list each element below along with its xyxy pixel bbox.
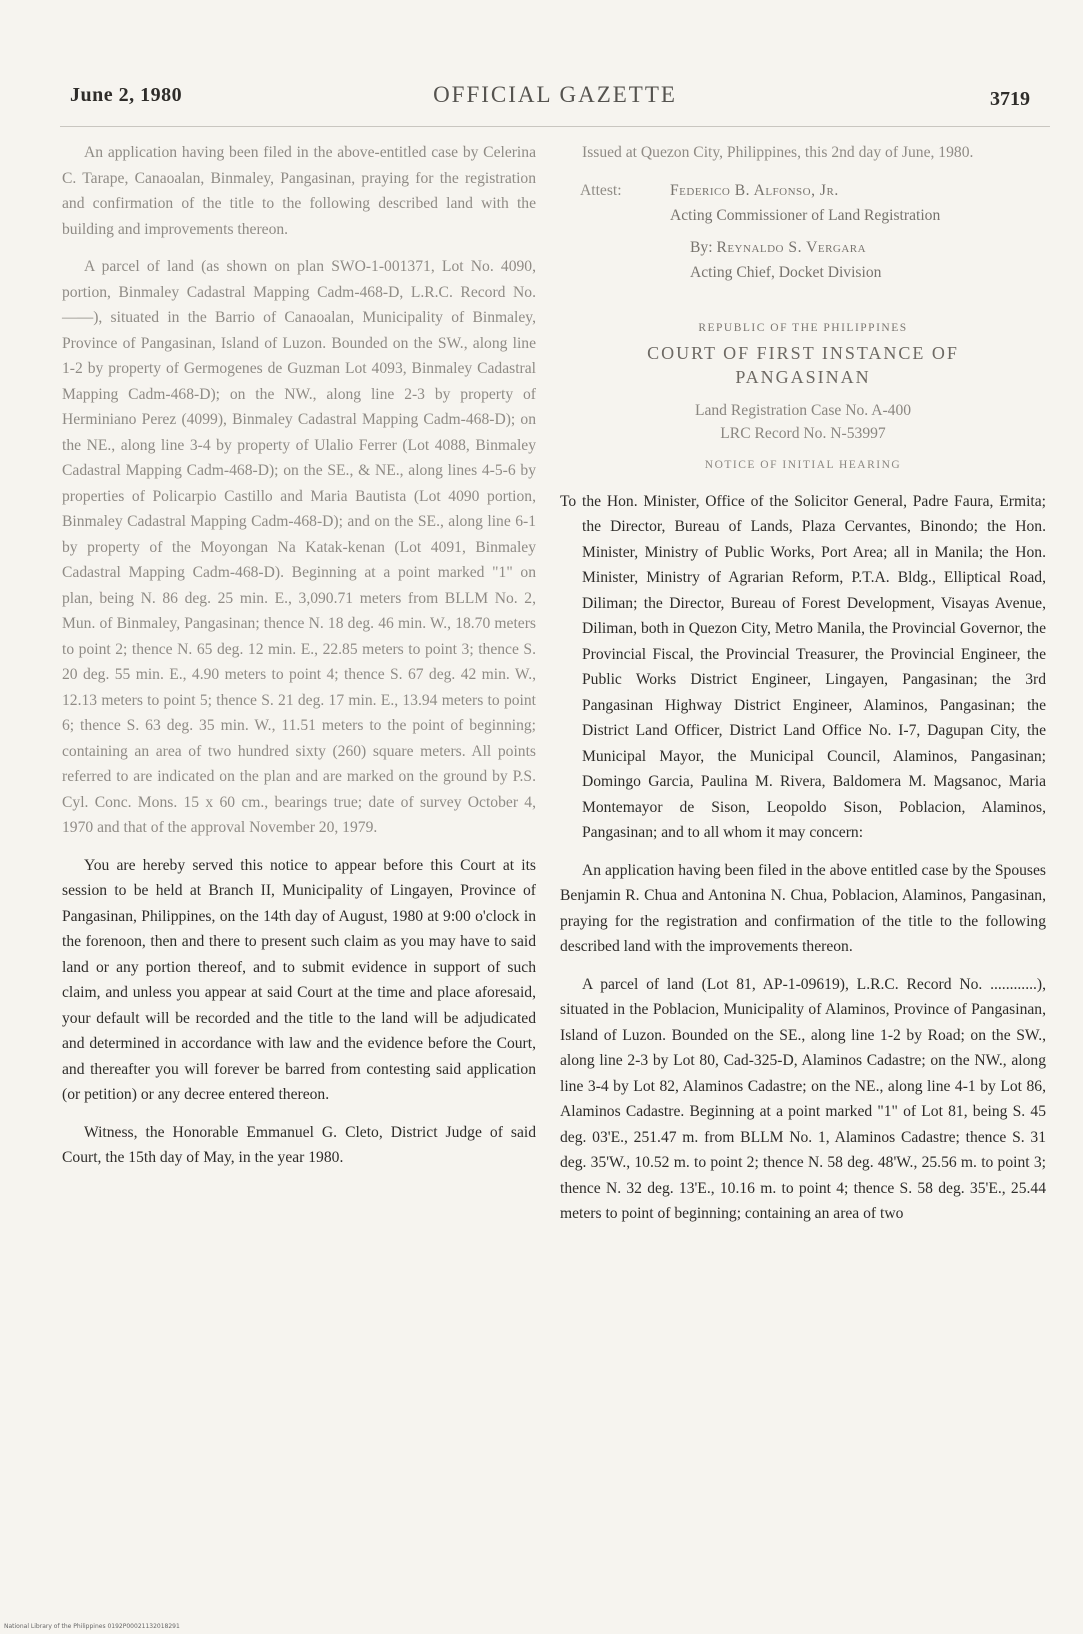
publication-title: OFFICIAL GAZETTE — [433, 82, 677, 107]
scan-footer: National Library of the Philippines 0192P00021132018291 — [4, 1623, 180, 1630]
witness-paragraph: Witness, the Honorable Emmanuel G. Cleto, District Judge of said Court, the 15th day of May, in the year 1980. — [62, 1123, 536, 1166]
issued-statement: Issued at Quezon City, Philippines, this 2nd day of June, 1980. — [582, 144, 974, 161]
header-rule — [60, 126, 1050, 127]
page-number: 3719 — [990, 88, 1030, 110]
application-paragraph: An application having been filed in the above-entitled case by Celerina C. Tarape, Canaoalan, Binmaley, Pangasinan, praying for the registration and confirmation of the title to the following described land with the building and improvements thereon. — [62, 144, 536, 238]
attest-label: Attest: — [580, 181, 622, 199]
notice-title: NOTICE OF INITIAL HEARING — [704, 459, 902, 471]
by-line — [560, 235, 1046, 261]
lrc-record: LRC Record No. N-53997 — [720, 425, 886, 442]
addressees-paragraph: To the Hon. Minister, Office of the Solicitor General, Padre Faura, Ermita; the Director, Bureau of Lands, Plaza Cervantes, Binondo; the Hon. Minister, Ministry of Public Works, Port Area; all in Manila; the Hon. Minister, Ministry of Agrarian Reform, P.T.A. Bldg., Elliptical Road, Diliman; the Director, Bureau of Forest Development, Visayas Avenue, Diliman, both in Quezon City, Metro Manila, the Provincial Governor, the Provincial Fiscal, the Provincial Treasurer, the Provincial Engineer, the Public Works District Engineer, Lingayen, Pangasinan; the 3rd Pangasinan Highway District Engineer, Alaminos, Pangasinan; the District Land Officer, District Land Office No. I-7, Dagupan City, the Municipal Mayor, the Municipal Council, Alaminos, Pangasinan; Domingo Garcia, Paulina M. Rivera, Baldomera M. Magsanoc, Maria Montemayor de Sison, Leopoldo Sison, Poblacion, Alaminos, Pangasinan; and to all whom it may concern: — [560, 492, 1046, 841]
by-label: By: — [690, 238, 713, 256]
court-heading-line2: PANGASINAN — [735, 367, 871, 387]
attest-block — [560, 178, 1046, 286]
left-column — [62, 140, 536, 1183]
right-column — [560, 140, 1046, 1239]
issue-date: June 2, 1980 — [70, 84, 183, 106]
attest-signatory: Federico B. Alfonso, Jr. — [670, 181, 839, 199]
page-header — [60, 80, 1050, 120]
land-description-paragraph: A parcel of land (as shown on plan SWO-1-001371, Lot No. 4090, portion, Binmaley Cadastral Mapping Cadm-468-D, L.R.C. Record No. ——), situated in the Barrio of Canaoalan, Municipality of Binmaley, Province of Pangasinan, Island of Luzon. Bounded on the SW., along line 1-2 by property of Germogenes de Guzman Lot 4093, Binmaley Cadastral Mapping Cadm-468-D); on the NW., along line 2-3 by property of Herminiano Perez (4099), Binmaley Cadastral Mapping Cadm-468-D); on the NE., along line 3-4 by property of Ulalio Ferrer (Lot 4088, Binmaley Cadastral Mapping Cadm-468-D); on the SE., & NE., along lines 4-5-6 by properties of Policarpio Castillo and Maria Bautista (Lot 4090 portion, Binmaley Cadastral Mapping Cadm-468-D); and on the SE., along line 6-1 by property of the Moyongan Na Katak-kenan (Lot 4091, Binmaley Cadastral Mapping Cadm-468-D). Beginning at a point marked "1" on plan, being N. 86 deg. 25 min. E., 3,090.71 meters from BLLM No. 2, Mun. of Binmaley, Pangasinan; thence N. 18 deg. 46 min. W., 18.70 meters to point 2; thence N. 65 deg. 12 min. E., 22.85 meters to point 3; thence S. 20 deg. 55 min. E., 4.90 meters to point 4; thence S. 67 deg. 42 min. W., 12.13 meters to point 5; thence S. 21 deg. 17 min. E., 13.94 meters to point 6; thence S. 63 deg. 35 min. W., 11.51 meters to the point of beginning; containing an area of two hundred sixty (260) square meters. All points referred to are indicated on the plan and are marked on the ground by P.S. Cyl. Conc. Mons. 15 x 60 cm., bearings true; date of survey October 4, 1970 and that of the approval November 20, 1979. — [62, 258, 536, 836]
court-heading-line1: COURT OF FIRST INSTANCE OF — [647, 343, 959, 363]
by-signatory-title: Acting Chief, Docket Division — [690, 264, 882, 281]
parcel-paragraph: A parcel of land (Lot 81, AP-1-09619), L.R.C. Record No. ............), situated in the Poblacion, Municipality of Alaminos, Province of Pangasinan, Island of Luzon. Bounded on the SE., along line 1-2 by Road; on the SW., along line 2-3 by Lot 80, Cad-325-D, Alaminos Cadastre; on the NW., along line 3-4 by Lot 82, Alaminos Cadastre; on the NE., along line 4-1 by Lot 86, Alaminos Cadastre. Beginning at a point marked "1" of Lot 81, being S. 45 deg. 03'E., 251.47 m. from BLLM No. 1, Alaminos Cadastre; thence S. 31 deg. 35'W., 10.52 m. to point 2; thence N. 58 deg. 48'W., 25.56 m. to point 3; thence N. 32 deg. 13'E., 10.16 m. to point 4; thence S. 58 deg. 35'E., 25.44 meters to point of beginning; containing an area of two — [560, 975, 1046, 1222]
by-signatory: Reynaldo S. Vergara — [716, 238, 867, 256]
republic-heading: REPUBLIC OF THE PHILIPPINES — [698, 321, 908, 334]
case-number: Land Registration Case No. A-400 — [694, 402, 912, 419]
notice-paragraph: You are hereby served this notice to appear before this Court at its session to be held at Branch II, Municipality of Lingayen, Province of Pangasinan, Philippines, on the 14th day of August, 1980 at 9:00 o'clock in the forenoon, then and there to present such claim as you may have to said land or any portion thereof, and to submit evidence in support of such claim, and unless you appear at said Court at the time and place aforesaid, your default will be recorded and the title to the land will be adjudicated and determined in accordance with law and the evidence before the Court, and thereafter you will forever be barred from contesting said application (or petition) or any decree entered thereon. — [62, 856, 536, 1103]
attest-signatory-title: Acting Commissioner of Land Registration — [670, 207, 941, 224]
application-paragraph-2: An application having been filed in the above entitled case by the Spouses Benjamin R. Chua and Antonina N. Chua, Poblacion, Alaminos, Pangasinan, praying for the registration and confirmation of the title to the following described land with the improvements thereon. — [560, 861, 1046, 955]
